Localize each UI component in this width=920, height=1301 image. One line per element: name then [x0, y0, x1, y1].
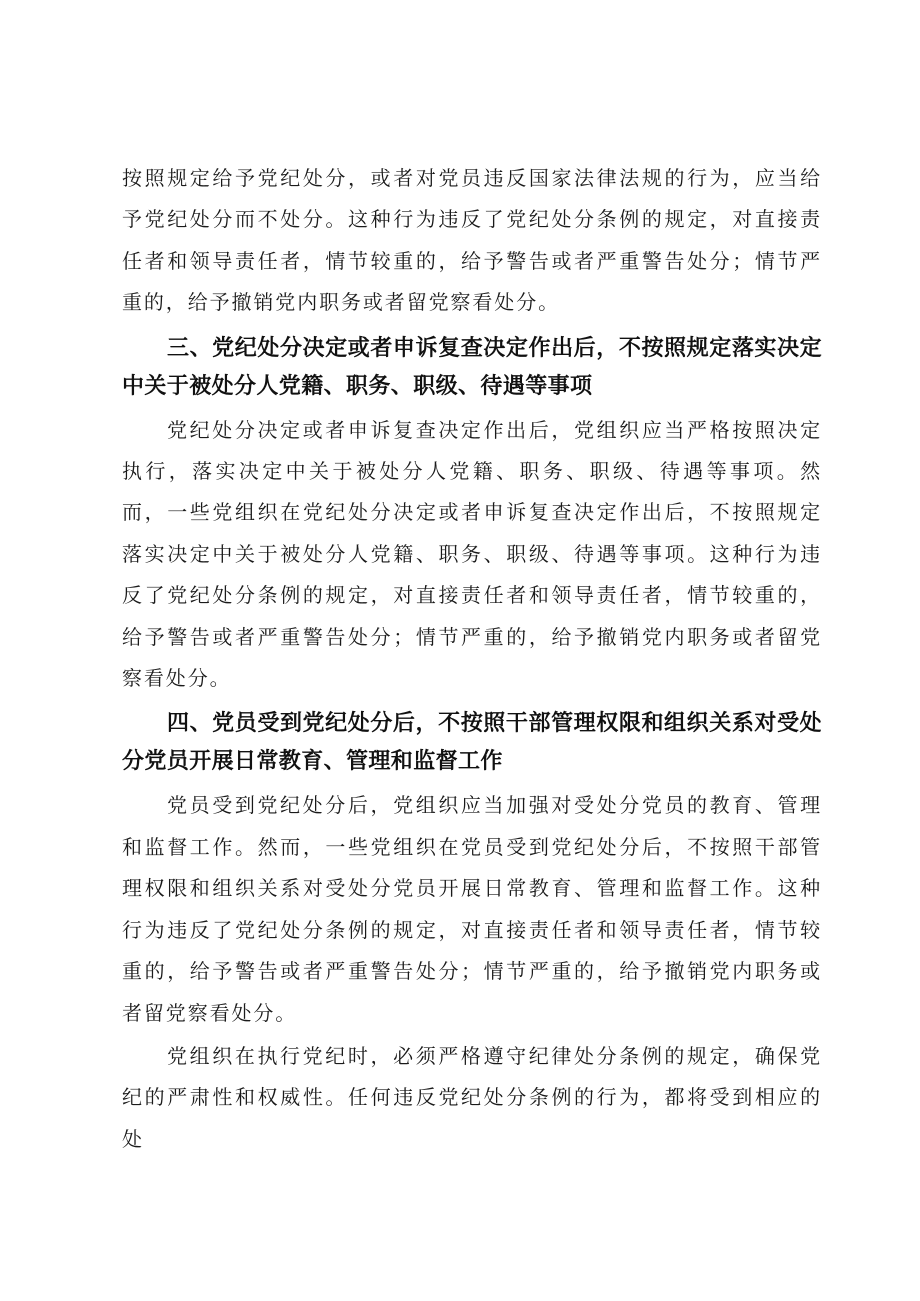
section-3-heading: 三、党纪处分决定或者申诉复查决定作出后，不按照规定落实决定中关于被处分人党籍、职务、职级、待遇等事项 [122, 335, 822, 399]
section-4-heading: 四、党员受到党纪处分后，不按照干部管理权限和组织关系对受处分党员开展日常教育、管理和监督工作 [122, 711, 822, 775]
closing-paragraph: 党组织在执行党纪时，必须严格遵守纪律处分条例的规定，确保党纪的严肃性和权威性。任何违反党纪处分条例的行为，都将受到相应的处 [122, 1043, 822, 1151]
continuation-paragraph: 按照规定给予党纪处分，或者对党员违反国家法律法规的行为，应当给予党纪处分而不处分。这种行为违反了党纪处分条例的规定，对直接责任者和领导责任者，情节较重的，给予警告或者严重警告处分；情节严重的，给予撤销党内职务或者留党察看处分。 [122, 166, 822, 315]
section-3-paragraph: 党纪处分决定或者申诉复查决定作出后，党组织应当严格按照决定执行，落实决定中关于被处分人党籍、职务、职级、待遇等事项。然而，一些党组织在党纪处分决定或者申诉复查决定作出后，不按照规定落实决定中关于被处分人党籍、职务、职级、待遇等事项。这种行为违反了党纪处分条例的规定，对直接责任者和领导责任者，情节较重的，给予警告或者严重警告处分；情节严重的，给予撤销党内职务或者留党察看处分。 [122, 417, 822, 691]
document-body [122, 158, 822, 1160]
section-4-paragraph: 党员受到党纪处分后，党组织应当加强对受处分党员的教育、管理和监督工作。然而，一些党组织在党员受到党纪处分后，不按照干部管理权限和组织关系对受处分党员开展日常教育、管理和监督工作。这种行为违反了党纪处分条例的规定，对直接责任者和领导责任者，情节较重的，给予警告或者严重警告处分；情节严重的，给予撤销党内职务或者留党察看处分。 [122, 793, 822, 1025]
